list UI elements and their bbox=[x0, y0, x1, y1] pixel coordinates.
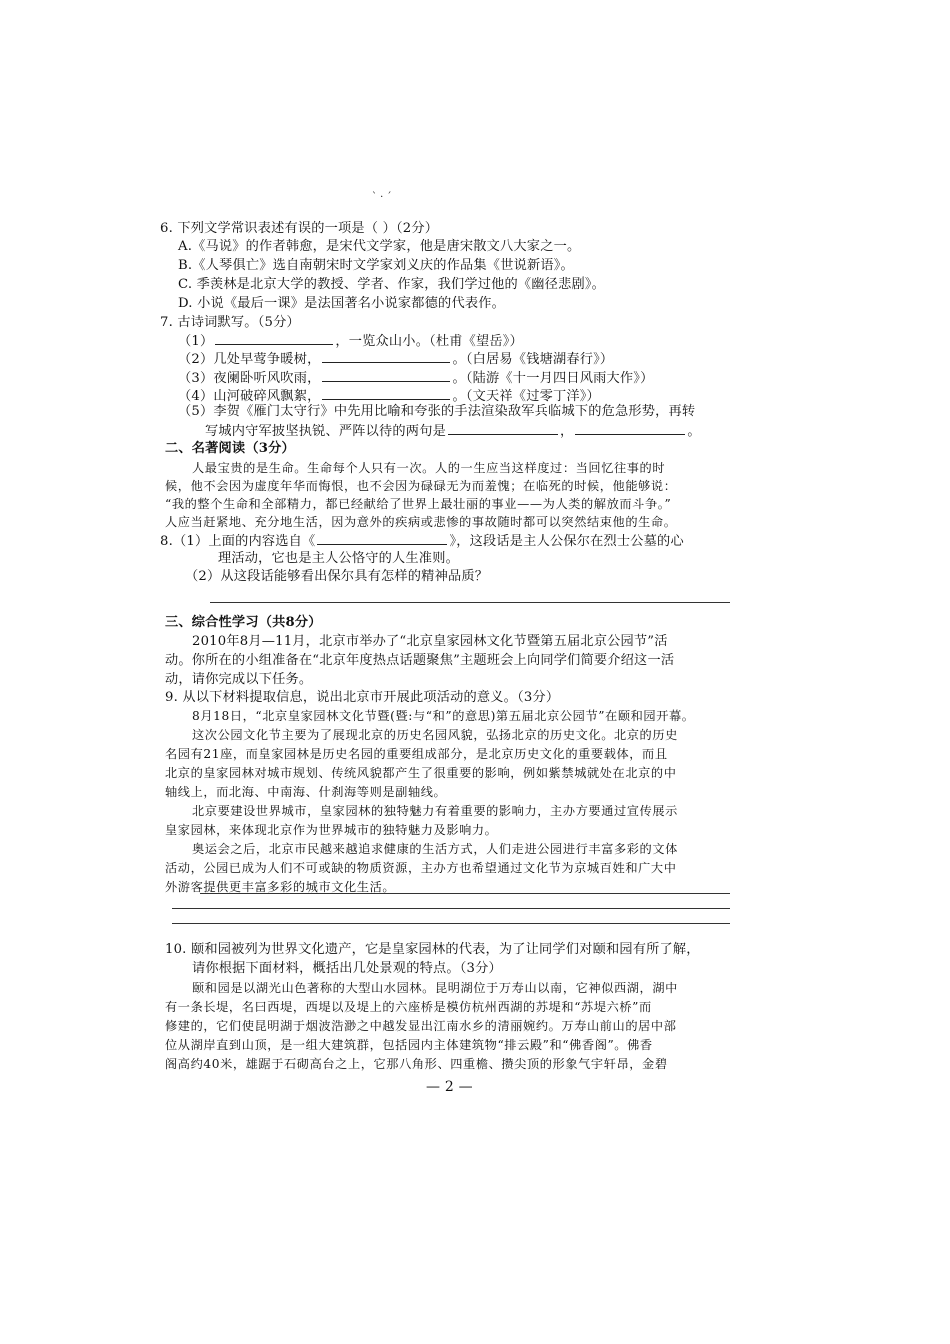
q10-stem-a: 10. 颐和园被列为世界文化遗产，它是皇家园林的代表，为了让同学们对颐和园有所了解， bbox=[165, 942, 700, 957]
material-line: 这次公园文化节主要为了展现北京的历史名园风貌，弘扬北京的历史文化。北京的历史 bbox=[192, 728, 678, 742]
material-line: 名园有21座，而皇家园林是历史名园的重要组成部分，是北京历史文化的重要载体，而且 bbox=[165, 747, 668, 761]
material-line: 有一条长堤，名曰西堤，西堤以及堤上的六座桥是模仿杭州西湖的苏堤和“苏堤六桥”而 bbox=[165, 1000, 652, 1014]
q7-line-5a: （5）李贺《雁门太守行》中先用比喻和夸张的手法渲染敌军兵临城下的危急形势，再转 bbox=[178, 404, 696, 419]
answer-line[interactable] bbox=[210, 602, 730, 603]
q6-option-d: D. 小说《最后一课》是法国著名小说家都德的代表作。 bbox=[178, 296, 505, 311]
passage-line: 人最宝贵的是生命。生命每个人只有一次。人的一生应当这样度过：当回忆往事的时 bbox=[192, 461, 666, 475]
q7-line-5b bbox=[205, 421, 701, 441]
answer-line[interactable] bbox=[200, 893, 730, 894]
section-3-heading: 三、综合性学习（共8分） bbox=[165, 615, 322, 630]
q7-l2-text: （2）几处早莺争暖树， bbox=[178, 352, 321, 367]
q7-line-1 bbox=[178, 331, 523, 351]
material-line: 位从湖岸直到山顶，是一组大建筑群，包括园内主体建筑物“排云殿”和“佛香阁”。佛香 bbox=[165, 1038, 653, 1052]
material-line: 8月18日，“北京皇家园林文化节暨(暨:与“和”的意思)第五届北京公园节”在颐和园开幕。 bbox=[192, 709, 695, 723]
q6-option-a: A.《马说》的作者韩愈，是宋代文学家，他是唐宋散文八大家之一。 bbox=[178, 239, 581, 254]
intro-line: 动。你所在的小组准备在“北京年度热点话题聚焦”主题班会上向同学们简要介绍这一活 bbox=[165, 653, 675, 668]
q7-l1-source: ，一览众山小。（杜甫《望岳》） bbox=[335, 334, 523, 349]
material-line: 奥运会之后，北京市民越来越追求健康的生活方式，人们走进公园进行丰富多彩的文体 bbox=[192, 842, 678, 856]
answer-blank[interactable] bbox=[448, 421, 558, 435]
answer-blank[interactable] bbox=[322, 368, 450, 382]
q8-1-text-rest: 》，这段话是主人公保尔在烈士公墓的心 bbox=[449, 534, 684, 549]
q6-option-c: C. 季羡林是北京大学的教授、学者、作家，我们学过他的《幽径悲剧》。 bbox=[178, 277, 606, 292]
q10-stem-b: 请你根据下面材料，概括出几处景观的特点。（3分） bbox=[192, 961, 502, 976]
answer-blank[interactable] bbox=[317, 531, 447, 545]
q7-l2-source: 。（白居易《钱塘湖春行》） bbox=[452, 352, 614, 367]
q6-stem: 6. 下列文学常识表述有误的一项是（ ）（2分） bbox=[160, 221, 439, 236]
ink-mark: ` · ´ bbox=[372, 192, 392, 203]
q7-line-2 bbox=[178, 349, 613, 369]
q6-option-b: B.《人琴俱亡》选自南朝宋时文学家刘义庆的作品集《世说新语》。 bbox=[178, 258, 574, 273]
material-line: 颐和园是以湖光山色著称的大型山水园林。昆明湖位于万寿山以南，它神似西湖，湖中 bbox=[192, 981, 678, 995]
passage-line: 候，他不会因为虚度年华而悔恨，也不会因为碌碌无为而羞愧；在临死的时候，他能够说： bbox=[165, 479, 677, 493]
intro-line: 2010年8月—11月，北京市举办了“北京皇家园林文化节暨第五届北京公园节”活 bbox=[192, 634, 668, 649]
material-line: 北京的皇家园林对城市规划、传统风貌都产生了很重要的影响，例如紫禁城就处在北京的中 bbox=[165, 766, 677, 780]
material-line: 阁高约40米，雄踞于石砌高台之上，它那八角形、四重檐、攒尖顶的形象气宇轩昂，金碧 bbox=[165, 1057, 668, 1071]
material-line: 活动，公园已成为人们不可或缺的物质资源，主办方也希望通过文化节为京城百姓和广大中 bbox=[165, 861, 677, 875]
q8-2: （2）从这段话能够看出保尔具有怎样的精神品质？ bbox=[185, 569, 489, 584]
answer-blank[interactable] bbox=[575, 421, 685, 435]
passage-line: 人应当赶紧地、充分地生活，因为意外的疾病或悲惨的事故随时都可以突然结束他的生命。 bbox=[165, 515, 677, 529]
q7-l5b-end: 。 bbox=[687, 424, 701, 439]
answer-line[interactable] bbox=[172, 923, 730, 924]
intro-line: 动，请你完成以下任务。 bbox=[165, 672, 313, 687]
q7-l5b-comma: ， bbox=[559, 424, 574, 439]
q9-stem: 9. 从以下材料提取信息，说出北京市开展此项活动的意义。（3分） bbox=[165, 690, 560, 705]
q8-1-text: 8.（1）上面的内容选自《 bbox=[160, 534, 316, 549]
q7-l5b-text: 写城内守军披坚执锐、严阵以待的两句是 bbox=[205, 424, 446, 439]
material-line: 北京要建设世界城市，皇家园林的独特魅力有着重要的影响力，主办方要通过宣传展示 bbox=[192, 804, 678, 818]
answer-blank[interactable] bbox=[322, 386, 450, 400]
q7-l4-source: 。（文天祥《过零丁洋》） bbox=[452, 389, 600, 404]
q7-stem: 7. 古诗词默写。（5分） bbox=[160, 315, 300, 330]
q7-l3-source: 。（陆游《十一月四日风雨大作》） bbox=[452, 371, 654, 386]
q7-l4-text: （4）山河破碎风飘絮， bbox=[178, 389, 321, 404]
q8-1-line-b: 理活动，它也是主人公恪守的人生准则。 bbox=[218, 551, 459, 566]
q8-1-line-a bbox=[160, 531, 684, 551]
q7-l3-text: （3）夜阑卧听风吹雨， bbox=[178, 371, 321, 386]
page-number: — 2 — bbox=[426, 1079, 473, 1095]
material-line: 外游客提供更丰富多彩的城市文化生活。 bbox=[165, 880, 396, 894]
material-line: 轴线上，而北海、中南海、什刹海等则是副轴线。 bbox=[165, 785, 447, 799]
material-line: 修建的，它们使昆明湖于烟波浩渺之中越发显出江南水乡的清丽婉约。万寿山前山的居中部 bbox=[165, 1019, 677, 1033]
q7-l1-label: （1） bbox=[178, 334, 214, 349]
answer-blank[interactable] bbox=[322, 349, 450, 363]
section-2-heading: 二、名著阅读（3分） bbox=[165, 441, 295, 456]
passage-line: “我的整个生命和全部精力，都已经献给了世界上最壮丽的事业——为人类的解放而斗争。” bbox=[165, 497, 672, 511]
answer-line[interactable] bbox=[172, 908, 730, 909]
material-line: 皇家园林，来体现北京作为世界城市的独特魅力及影响力。 bbox=[165, 823, 498, 837]
q7-line-3 bbox=[178, 368, 653, 388]
answer-blank[interactable] bbox=[215, 331, 333, 345]
